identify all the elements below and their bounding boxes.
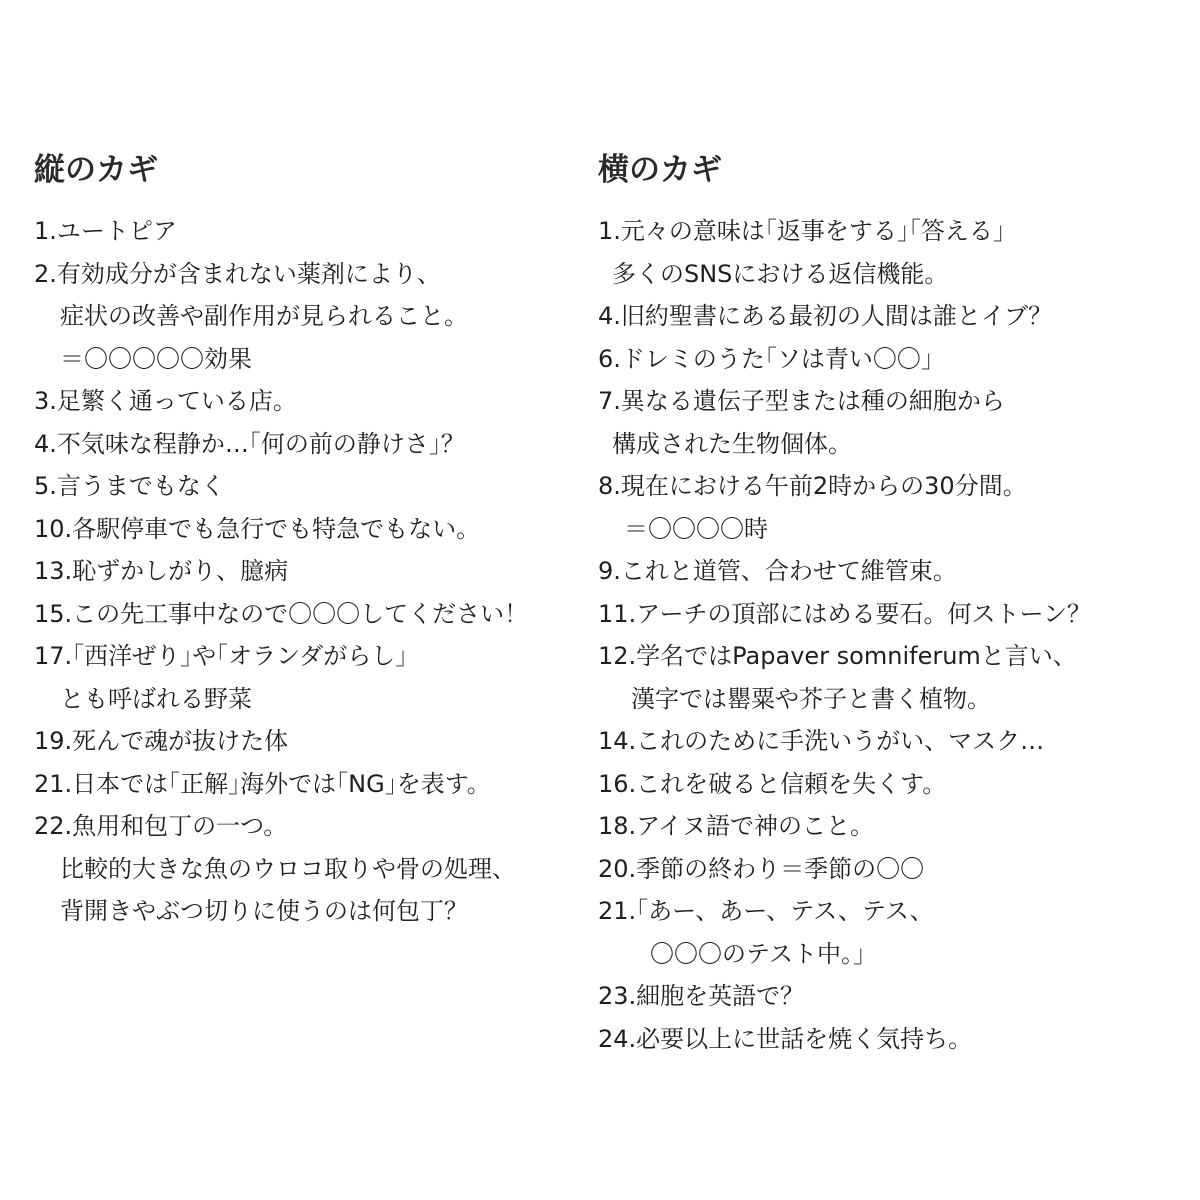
clue-continuation-line: ＝〇〇〇〇時 — [624, 514, 768, 543]
clue-line: 4.旧約聖書にある最初の人間は誰とイブ？ — [598, 302, 1053, 330]
clue-line: 1.ユートピア — [34, 217, 177, 245]
clue-continuation-line: 背開きやぶつ切りに使うのは何包丁？ — [60, 897, 468, 925]
clue-line: 24.必要以上に世話を焼く気持ち。 — [598, 1024, 973, 1053]
horizontal-clues-section — [598, 148, 1178, 1060]
clue-line: 23.細胞を英語で？ — [598, 982, 805, 1010]
clue-line: 3.足繁く通っている店。 — [34, 387, 297, 415]
vertical-clues-section — [34, 148, 574, 933]
clue-continuation-line: 比較的大きな魚のウロコ取りや骨の処理、 — [60, 854, 516, 883]
clue-continuation-line: ＝〇〇〇〇〇効果 — [60, 344, 252, 373]
clue-line: 16.これを破ると信頼を失くす。 — [598, 769, 947, 798]
clue-line: 12.学名ではPapaver somniferumと言い、 — [598, 642, 1077, 670]
vertical-clues-heading: 縦のカギ — [34, 152, 158, 188]
clue-line: 17.｢西洋ぜり｣や｢オランダがらし｣ — [34, 642, 408, 670]
clue-line: 7.異なる遺伝子型または種の細胞から — [598, 387, 1005, 415]
clue-line: 4.不気味な程静か…｢何の前の静けさ｣？ — [34, 429, 465, 458]
clue-line: 15.この先工事中なので〇〇〇してください！ — [34, 599, 529, 628]
clue-line: 19.死んで魂が抜けた体 — [34, 727, 289, 755]
clue-line: 11.アーチの頂部にはめる要石。何ストーン？ — [598, 599, 1091, 628]
clue-line: 5.言うまでもなく — [34, 472, 225, 500]
clue-line: 21.日本では｢正解｣海外では｢NG｣を表す。 — [34, 769, 491, 798]
clue-line: 18.アイヌ語で神のこと。 — [598, 812, 875, 840]
clue-line: 10.各駅停車でも急行でも特急でもない。 — [34, 514, 481, 543]
clue-continuation-line: 構成された生物個体。 — [612, 429, 852, 458]
clue-line: 22.魚用和包丁の一つ。 — [34, 812, 288, 840]
clue-line: 13.恥ずかしがり、臆病 — [34, 557, 289, 585]
clue-line: 14.これのために手洗いうがい、マスク… — [598, 727, 1045, 755]
clue-continuation-line: 多くのSNSにおける返信機能。 — [612, 259, 949, 288]
clue-line: 20.季節の終わり＝季節の〇〇 — [598, 854, 925, 883]
clue-line: 9.これと道管、合わせて維管束。 — [598, 557, 957, 585]
clue-line: 6.ドレミのうた｢ソは青い〇〇｣ — [598, 344, 933, 373]
clue-line: 21.｢あー、あー、テス、テス、 — [598, 897, 934, 925]
clue-line: 1.元々の意味は｢返事をする｣｢答える｣ — [598, 217, 1005, 245]
clue-continuation-line: とも呼ばれる野菜 — [60, 684, 252, 713]
horizontal-clue-list — [598, 210, 1178, 1060]
vertical-clue-list — [34, 210, 574, 933]
horizontal-clues-heading: 横のカギ — [598, 152, 722, 188]
clue-continuation-line: 症状の改善や副作用が見られること。 — [60, 302, 468, 330]
clue-continuation-line: 〇〇〇のテスト中。｣ — [650, 939, 866, 968]
clue-line: 8.現在における午前2時からの30分間。 — [598, 472, 1027, 500]
clue-line: 2.有効成分が含まれない薬剤により、 — [34, 259, 441, 288]
clue-continuation-line: 漢字では罌粟や芥子と書く植物。 — [631, 684, 991, 713]
